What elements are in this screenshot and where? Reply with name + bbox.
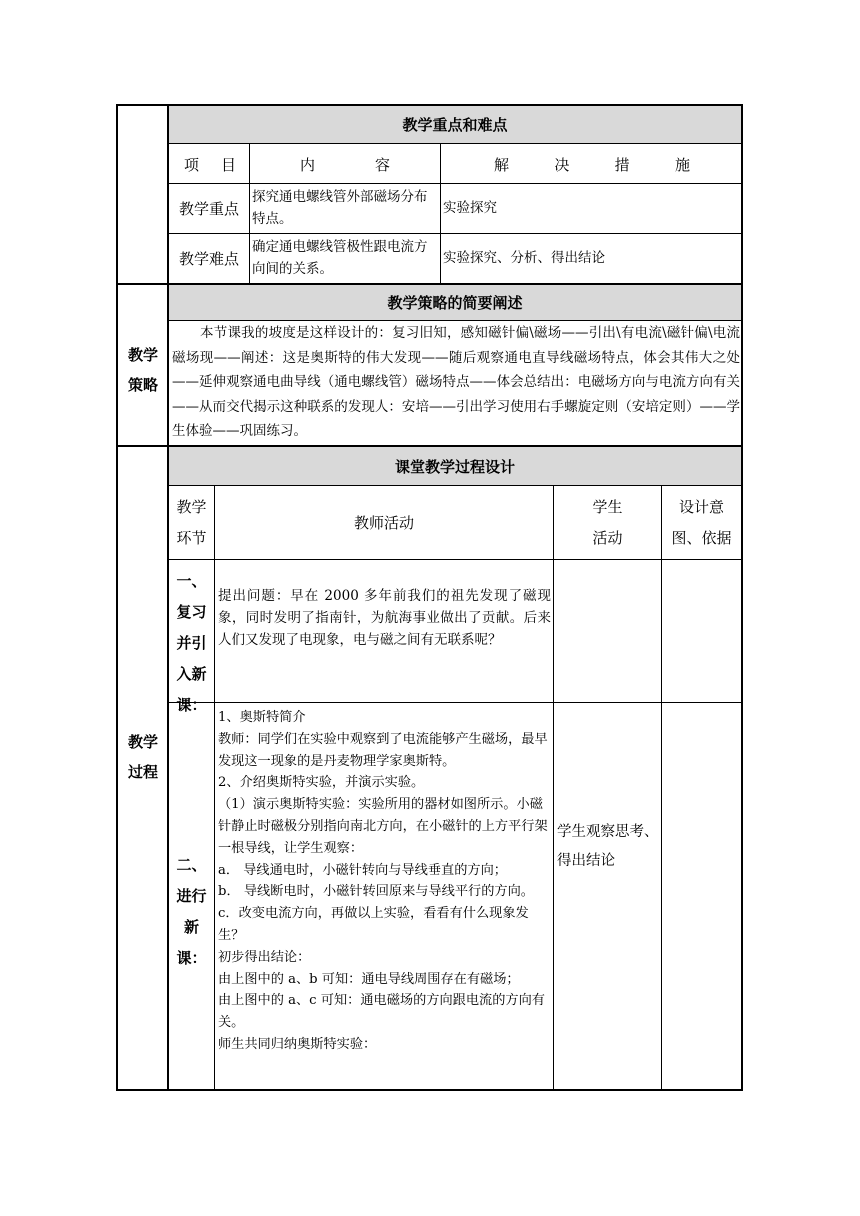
col-header-design-text: 设计意图、依据 xyxy=(671,497,732,547)
process-header: 课堂教学过程设计 xyxy=(169,447,741,485)
col-header-stage xyxy=(169,486,214,559)
table-border-bottom xyxy=(116,1089,743,1091)
design-rationale-review xyxy=(664,585,739,645)
s3-col-divider-2 xyxy=(553,485,554,1090)
strategy-header: 教学策略的简要阐述 xyxy=(169,285,741,320)
col-header-content-char-2: 容 xyxy=(374,155,390,174)
col-header-solution-char-4: 施 xyxy=(674,155,690,174)
stage-review-text: 一、复习并引入新课： xyxy=(176,572,207,714)
key-points-header: 教学重点和难点 xyxy=(169,106,741,143)
stage-new-lesson xyxy=(169,850,214,967)
col-header-item-char-1: 项 xyxy=(184,155,200,174)
teacher-line: 1、奥斯特简介 xyxy=(218,710,306,725)
s1-col-divider-2 xyxy=(440,143,441,284)
s3-colhdr-bottom xyxy=(168,559,742,560)
teacher-activity-new-lesson xyxy=(218,707,552,1087)
row-content-difficulty: 确定通电螺线管极性跟电流方向间的关系。 xyxy=(252,239,428,277)
col-header-solution xyxy=(494,146,690,182)
col-header-item-char-2: 目 xyxy=(220,155,236,174)
col-header-content xyxy=(300,146,390,182)
col-header-solution-char-2: 决 xyxy=(554,155,570,174)
teacher-line: 由上图中的 a、c 可知：通电磁场的方向跟电流的方向有关。 xyxy=(218,993,545,1031)
s3-col-divider-1 xyxy=(214,485,215,1090)
table-border-left xyxy=(116,104,118,1090)
stage-review xyxy=(169,566,214,714)
s1-col-divider-1 xyxy=(249,143,250,284)
teacher-line: 教师：同学们在实验中观察到了电流能够产生磁场，最早发现这一现象的是丹麦物理学家奥斯特。 xyxy=(218,731,548,769)
s1-colhdr-bottom xyxy=(168,183,742,184)
col-header-teacher: 教师活动 xyxy=(353,514,414,532)
row-content-key-point: 探究通电螺线管外部磁场分布特点。 xyxy=(252,189,428,227)
col-header-solution-char-3: 措 xyxy=(614,155,630,174)
process-side-label-text: 教学过程 xyxy=(127,733,158,781)
col-header-solution-char-1: 解 xyxy=(494,155,510,174)
teacher-line: （1）演示奥斯特实验：实验所用的器材如图所示。小磁针静止时磁极分别指向南北方向，在小磁针的上方平行架一根导线，让学生观察： xyxy=(218,797,548,856)
process-side-label xyxy=(124,722,162,792)
s3-col-divider-3 xyxy=(661,485,662,1090)
strategy-paragraph: 本节课我的坡度是这样设计的：复习旧知，感知磁针偏\磁场——引出\有电流\磁针偏\电流磁场现——阐述：这是奥斯特的伟大发现——随后观察通电直导线磁场特点，体会其伟大之处——延伸观察通电曲导线（通电螺线管）磁场特点——体会总结出：电磁场方向与电流方向有关——从而交代揭示这种联系的发现人：安培——引出学习使用右手螺旋定则（安培定则）——学生体验——巩固练习。 xyxy=(172,325,740,439)
stage-new-lesson-text: 二、进行新课： xyxy=(176,856,207,967)
strategy-side-label-text: 教学策略 xyxy=(127,346,158,394)
teacher-line: 2、介绍奥斯特实验，并演示实验。 xyxy=(218,775,425,791)
teacher-line: 初步得出结论： xyxy=(218,949,311,965)
teacher-line: b． 导线断电时，小磁针转回原来与导线平行的方向。 xyxy=(218,884,534,900)
teacher-line: c．改变电流方向，再做以上实验，看看有什么现象发生？ xyxy=(218,906,529,943)
student-activity-new-lesson xyxy=(557,818,659,918)
teacher-activity-review: 提出问题：早在 2000 多年前我们的祖先发现了磁现象，同时发明了指南针，为航海事业做出了贡献。后来人们又发现了电现象，电与磁之间有无联系呢？ xyxy=(218,588,551,648)
col-header-student xyxy=(554,486,661,559)
table-border-right xyxy=(741,104,743,1090)
row-solution-difficulty: 实验探究、分析、得出结论 xyxy=(443,250,605,266)
col-header-student-text: 学生活动 xyxy=(592,497,623,547)
design-rationale-new-lesson xyxy=(664,820,739,880)
col-header-item xyxy=(184,146,236,182)
row-item-key-point: 教学重点 xyxy=(178,200,239,218)
teacher-line: a． 导线通电时，小磁针转向与导线垂直的方向； xyxy=(218,862,507,878)
teacher-line: 由上图中的 a、b 可知：通电导线周围存在有磁场； xyxy=(218,971,520,987)
s3-row1-bottom xyxy=(168,702,742,703)
teacher-line: 师生共同归纳奥斯特实验： xyxy=(218,1036,377,1052)
col-header-design xyxy=(662,486,741,559)
row-solution-key-point: 实验探究 xyxy=(443,200,497,216)
student-activity-review xyxy=(556,585,659,645)
s1-row1-bottom xyxy=(168,233,742,234)
col-header-stage-text: 教学环节 xyxy=(176,497,207,547)
col-header-content-char-1: 内 xyxy=(300,155,316,174)
s1-header-bottom xyxy=(168,143,742,144)
row-item-difficulty: 教学难点 xyxy=(178,250,239,268)
strategy-side-label xyxy=(124,335,162,405)
student-activity-new-lesson-text: 学生观察思考、得出结论 xyxy=(557,824,659,869)
